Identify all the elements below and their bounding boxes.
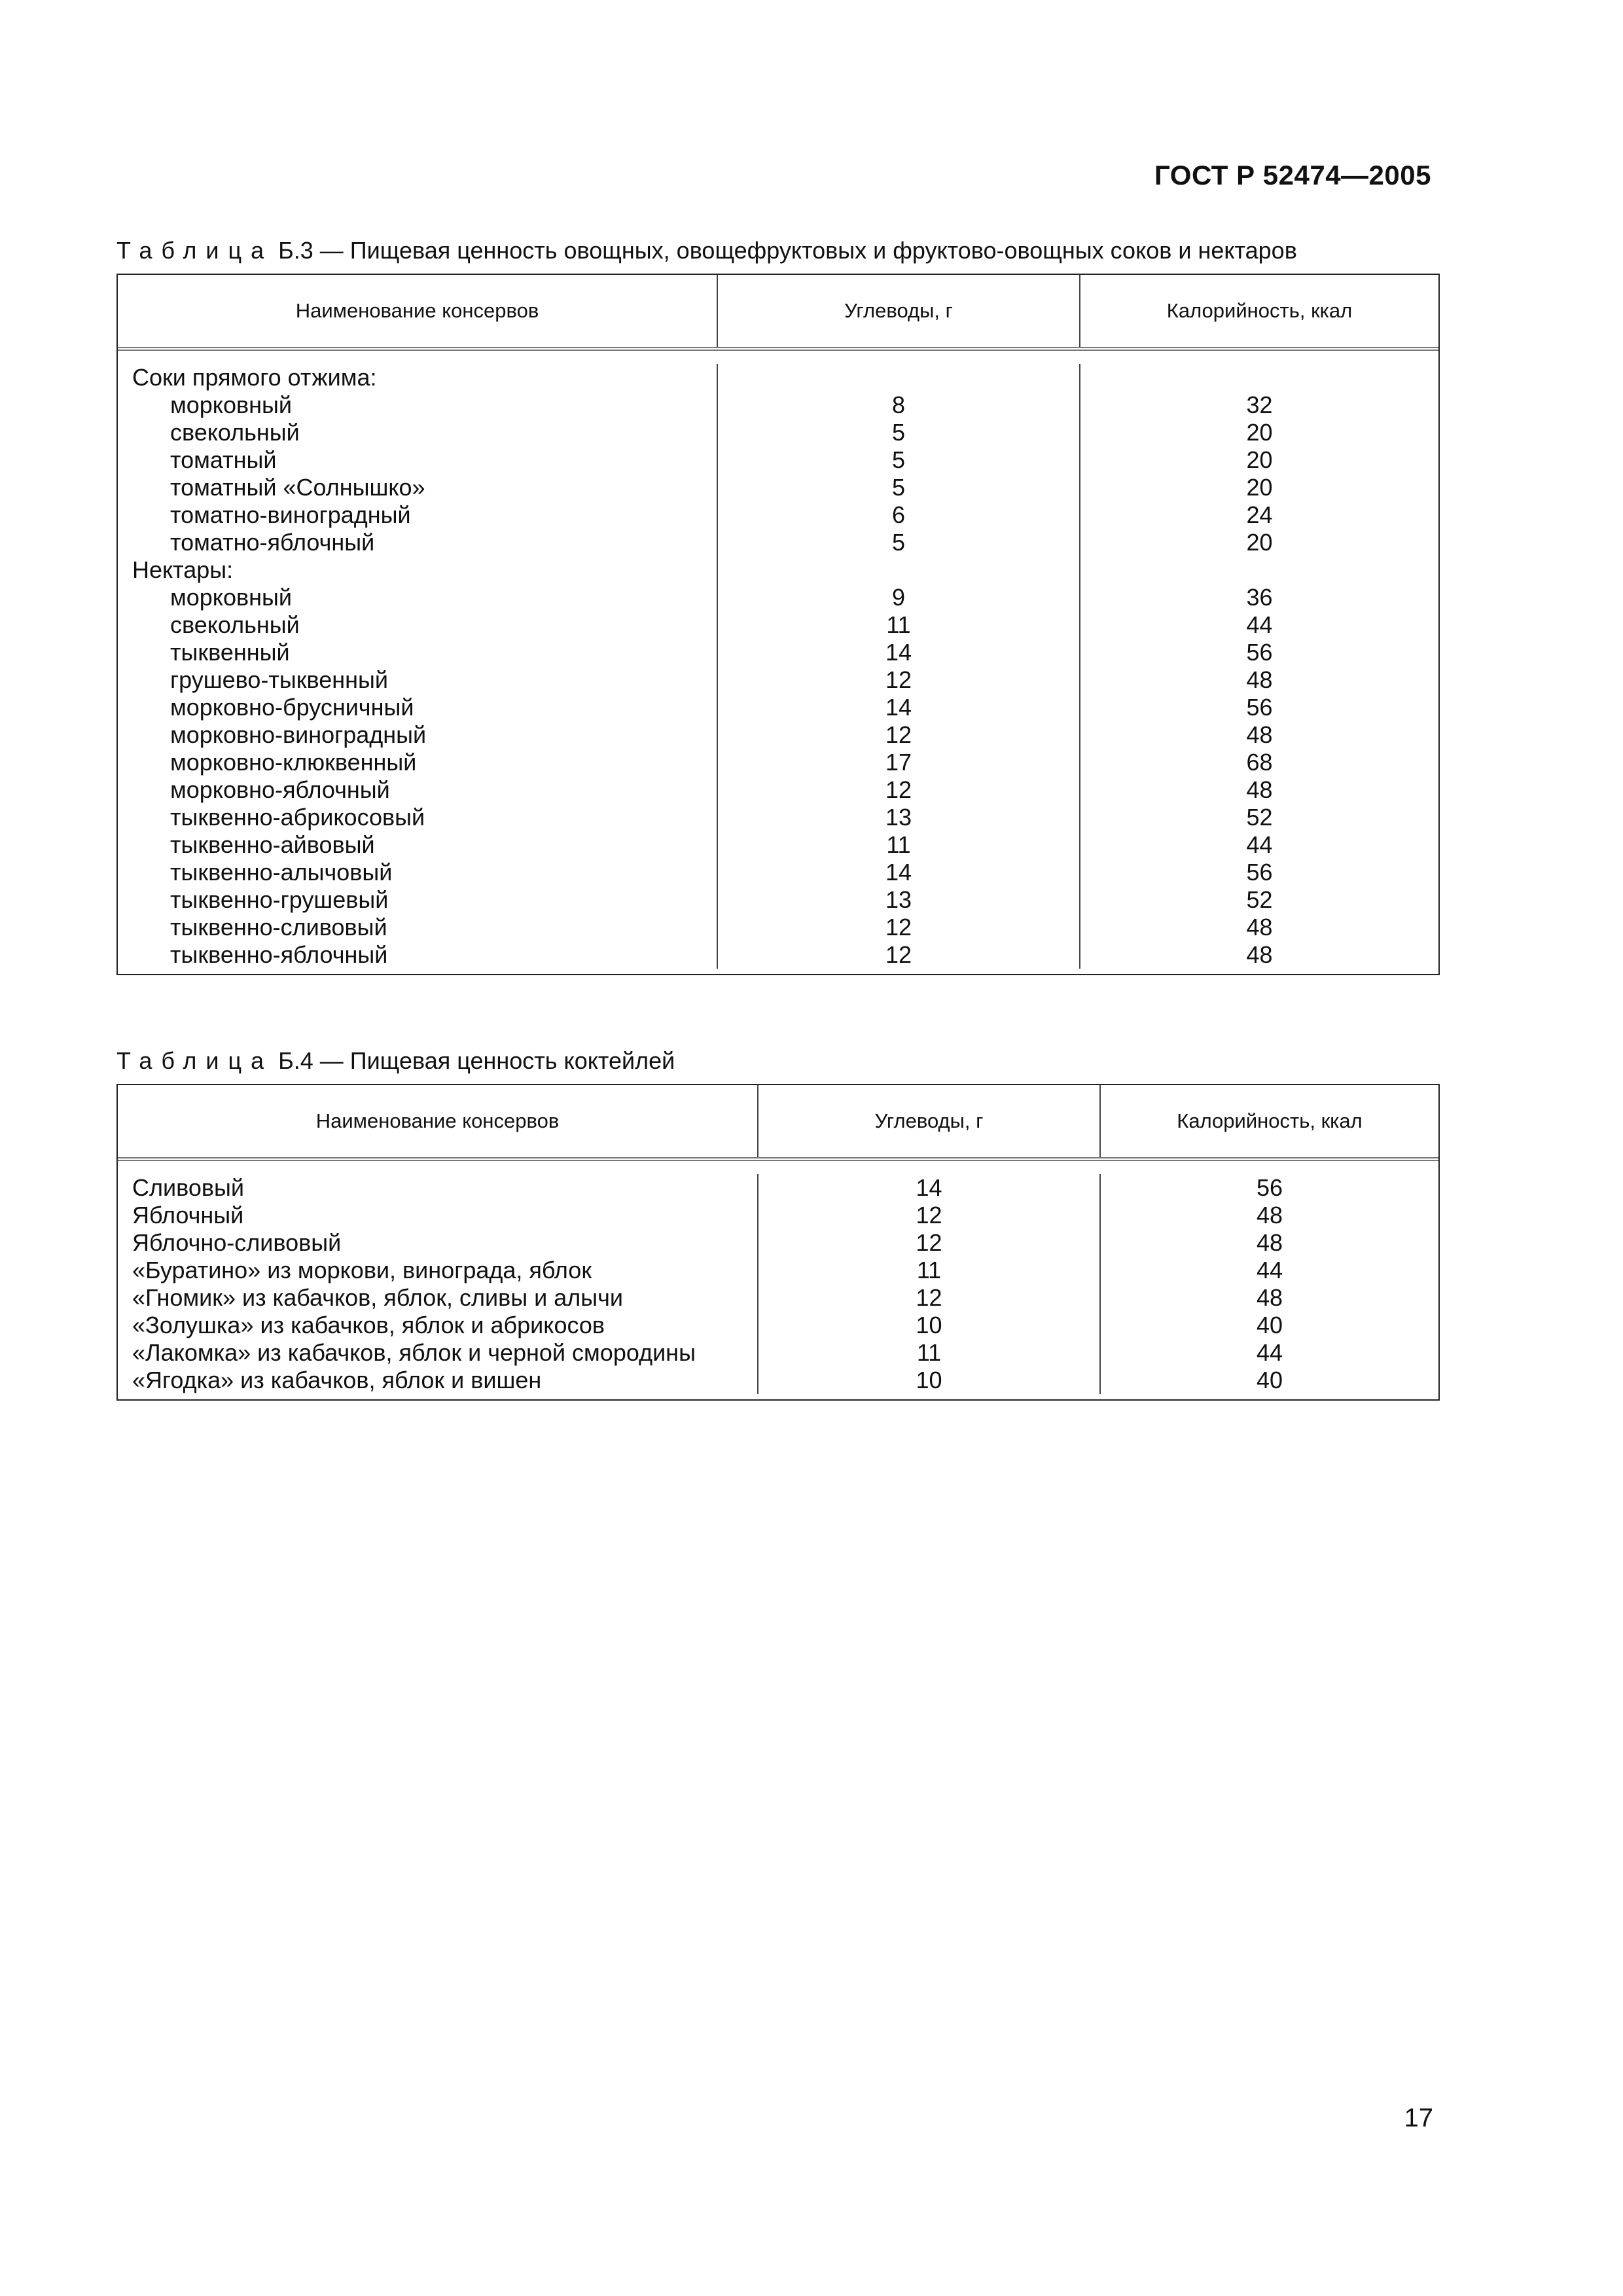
row-name-cell: «Ягодка» из кабачков, яблок и вишен (132, 1367, 542, 1393)
row-kcal-cell: 48 (1256, 1202, 1283, 1229)
row-kcal-cell: 56 (1256, 1174, 1283, 1201)
row-carbs-cell: 14 (885, 639, 912, 666)
row-kcal-cell: 44 (1246, 831, 1273, 858)
row-kcal-cell: 32 (1246, 391, 1273, 418)
row-carbs-cell: 12 (916, 1229, 942, 1256)
row-carbs-cell: 11 (886, 611, 911, 638)
row-kcal-cell: 48 (1246, 914, 1273, 941)
column-name (118, 1174, 758, 1394)
row-name-cell: морковный (170, 584, 292, 611)
row-name-cell: морковно-яблочный (170, 776, 390, 803)
row-carbs-cell: 10 (916, 1312, 942, 1338)
column-header-kcal: Калорийность, ккал (1166, 299, 1353, 322)
row-carbs-cell: 12 (885, 941, 912, 968)
row-kcal-cell: 40 (1256, 1312, 1283, 1338)
row-name-cell: тыквенно-абрикосовый (170, 804, 425, 831)
row-kcal-cell: 44 (1256, 1339, 1283, 1366)
row-kcal-cell (1080, 556, 1438, 584)
column-carbs (758, 1174, 1101, 1394)
caption-text: Б.3 — Пищевая ценность овощных, овощефруктовых и фруктово-овощных соков и нектаров (278, 237, 1297, 264)
column-carbs (718, 364, 1080, 969)
table-body (118, 1161, 1438, 1399)
row-kcal-cell: 44 (1246, 611, 1273, 638)
row-kcal-cell: 48 (1246, 941, 1273, 968)
row-kcal-cell: 24 (1246, 501, 1273, 528)
caption-text: Б.4 — Пищевая ценность коктейлей (278, 1047, 675, 1074)
row-carbs-cell: 12 (916, 1202, 942, 1229)
row-carbs-cell: 9 (891, 584, 906, 611)
column-kcal (1080, 364, 1438, 969)
row-name-cell: томатно-яблочный (170, 529, 375, 556)
table-header (118, 275, 1438, 351)
row-name-cell: свекольный (170, 419, 300, 446)
row-carbs-cell: 17 (885, 749, 912, 776)
table-b4 (116, 1084, 1440, 1401)
row-name-cell: тыквенно-алычовый (170, 859, 393, 886)
column-name (118, 364, 718, 969)
row-kcal-cell: 48 (1246, 721, 1273, 748)
row-kcal-cell (1080, 364, 1438, 391)
column-header-name: Наименование консервов (118, 1085, 758, 1157)
table-b3 (116, 274, 1440, 975)
row-kcal-cell: 48 (1256, 1229, 1283, 1256)
row-name-cell: тыквенно-сливовый (170, 914, 387, 941)
row-kcal-cell: 52 (1246, 886, 1273, 913)
row-carbs-cell: 5 (891, 419, 906, 446)
row-name-cell: Сливовый (132, 1174, 244, 1201)
table-header (118, 1085, 1438, 1161)
row-carbs-cell: 11 (886, 831, 911, 858)
table-b4-caption (116, 1047, 675, 1075)
column-header-carbs: Углеводы, г (758, 1085, 1101, 1157)
row-carbs-cell: 14 (885, 694, 912, 721)
row-name-cell: «Лакомка» из кабачков, яблок и черной смородины (132, 1339, 696, 1366)
row-carbs-cell: 12 (885, 776, 912, 803)
row-carbs-cell: 13 (885, 886, 912, 913)
row-carbs-cell: 5 (891, 474, 906, 501)
column-kcal (1101, 1174, 1438, 1394)
row-carbs-cell: 14 (885, 859, 912, 886)
row-kcal-cell: 56 (1246, 639, 1273, 666)
row-carbs-cell: 5 (891, 446, 906, 473)
row-name-cell: Соки прямого отжима: (132, 364, 377, 391)
row-kcal-cell: 20 (1246, 419, 1273, 446)
row-name-cell: морковно-брусничный (170, 694, 414, 721)
row-kcal-cell: 48 (1246, 666, 1273, 693)
row-name-cell: тыквенно-грушевый (170, 886, 389, 913)
row-carbs-cell: 14 (916, 1174, 942, 1201)
caption-word: Таблица (116, 237, 274, 264)
row-name-cell: грушево-тыквенный (170, 666, 388, 693)
row-carbs-cell: 6 (891, 501, 906, 528)
row-kcal-cell: 36 (1246, 584, 1273, 611)
row-name-cell: «Золушка» из кабачков, яблок и абрикосов (132, 1312, 605, 1338)
row-name-cell: морковно-виноградный (170, 721, 427, 748)
row-carbs-cell (718, 556, 1079, 584)
row-carbs-cell: 12 (885, 721, 912, 748)
row-carbs-cell: 5 (891, 529, 906, 556)
page-number: 17 (1404, 2104, 1433, 2132)
row-name-cell: Яблочно-сливовый (132, 1229, 342, 1256)
row-carbs-cell: 8 (891, 391, 906, 418)
table-body (118, 351, 1438, 974)
row-name-cell: томатно-виноградный (170, 501, 411, 528)
row-kcal-cell: 20 (1246, 474, 1273, 501)
row-carbs-cell (718, 364, 1079, 391)
document-id: ГОСТ Р 52474—2005 (1154, 160, 1431, 190)
row-carbs-cell: 11 (916, 1257, 942, 1283)
row-kcal-cell: 52 (1246, 804, 1273, 831)
row-carbs-cell: 10 (916, 1367, 942, 1393)
column-header-name: Наименование консервов (118, 275, 718, 347)
row-carbs-cell: 13 (885, 804, 912, 831)
row-name-cell: тыквенно-яблочный (170, 941, 388, 968)
row-carbs-cell: 12 (885, 914, 912, 941)
row-name-cell: «Гномик» из кабачков, яблок, сливы и алычи (132, 1284, 623, 1311)
row-kcal-cell: 40 (1256, 1367, 1283, 1393)
column-header-kcal: Калорийность, ккал (1177, 1109, 1363, 1132)
row-name-cell: тыквенный (170, 639, 290, 666)
row-name-cell: Яблочный (132, 1202, 244, 1229)
row-kcal-cell: 56 (1246, 859, 1273, 886)
row-kcal-cell: 48 (1256, 1284, 1283, 1311)
row-name-cell: Нектары: (132, 556, 234, 583)
caption-word: Таблица (116, 1047, 274, 1074)
row-carbs-cell: 12 (916, 1284, 942, 1311)
row-name-cell: морковно-клюквенный (170, 749, 417, 776)
row-kcal-cell: 44 (1256, 1257, 1283, 1283)
row-name-cell: морковный (170, 391, 292, 418)
table-b3-caption (116, 237, 1297, 264)
row-name-cell: тыквенно-айвовый (170, 831, 375, 858)
row-name-cell: томатный (170, 446, 277, 473)
row-kcal-cell: 68 (1246, 749, 1273, 776)
row-kcal-cell: 48 (1246, 776, 1273, 803)
row-kcal-cell: 20 (1246, 446, 1273, 473)
row-name-cell: «Буратино» из моркови, винограда, яблок (132, 1257, 592, 1283)
row-kcal-cell: 20 (1246, 529, 1273, 556)
row-carbs-cell: 11 (916, 1339, 942, 1366)
row-kcal-cell: 56 (1246, 694, 1273, 721)
column-header-carbs: Углеводы, г (718, 275, 1080, 347)
row-carbs-cell: 12 (885, 666, 912, 693)
row-name-cell: свекольный (170, 611, 300, 638)
row-name-cell: томатный «Солнышко» (170, 474, 425, 501)
